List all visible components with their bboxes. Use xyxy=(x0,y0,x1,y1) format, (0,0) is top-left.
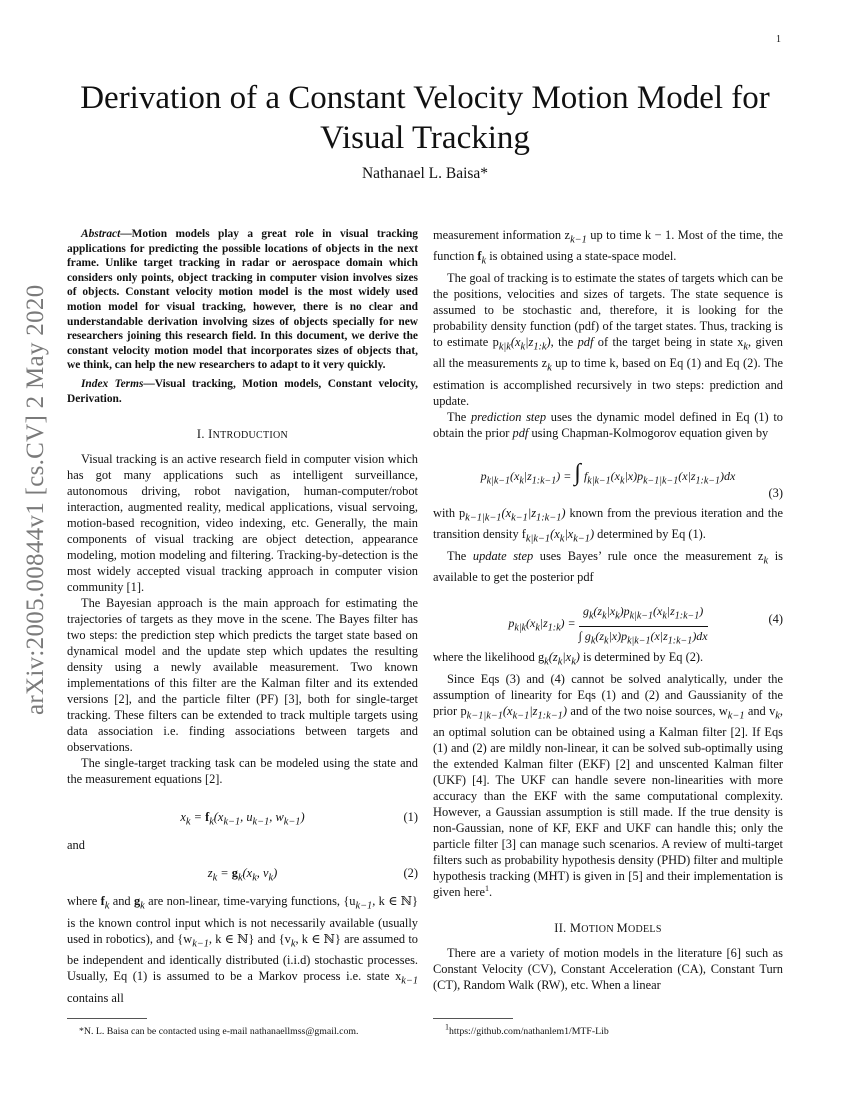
right-paragraph-2: The goal of tracking is to estimate the states of targets which can be the positions, velocities and sizes of targets. The state sequence is assumed to be stochastic and, therefore, it is looking for the probability density function (pdf) of the target states. Thus, tracking is to estimate $p_{k|k}(x_k|z_{1:k})$, the pdf of the target being in state $x_k$, given all the measurements $z_k$ up to time k, based on Eq (1) and Eq (2). The estimation is accomplished recursively in two steps: prediction and update. xyxy=(433,270,783,408)
right-paragraph-6: where the likelihood $g_k(z_k|x_k)$ is determined by Eq (2). xyxy=(433,650,704,668)
page-number: 1 xyxy=(776,34,781,45)
equation-1: $x_k = f_k(x_{k-1}$, $u_{k-1}$, $w_{k-1}$) (1) xyxy=(180,810,418,828)
intro-paragraph-3: The single-target tracking task can be modeled using the state and the measurement equations [2]. xyxy=(67,756,418,787)
footnote-rule-right xyxy=(433,1018,513,1019)
index-terms-lead: Index Terms xyxy=(81,377,144,390)
equation-4: $p_{k|k}(x_k|z_{1:k})$ = $\frac{g_k(z_k|x_k)p_{k|k-1}(x_k|z_{1:k-1})}{\int g_k(z_k|x)p_{k|k-1}(x|z_{1:k-1})dx}$ (4) xyxy=(508,604,783,647)
motion-models-paragraph: There are a variety of motion models in the literature [6] such as Constant Velocity (CV), Constant Acceleration (CA), Constant Turn (CT), Random Walk (RW), etc. When a linear xyxy=(433,946,783,993)
intro-paragraph-2: The Bayesian approach is the main approach for estimating the trajectories of targets as they move in the scene. The Bayes filter has two steps: the prediction step which predicts the target state based on dynamical model and the update step which updates the resulting density using a newly available measurement. Two known implementations of this filter are the Kalman filter and its extended versions [2], and the particle filter (PF) [3], both for single-target tracking. These filters can be extended to track multiple targets using data association i.e. finding associations between targets and observations. xyxy=(67,596,418,755)
equation-2: $z_k = g_k(x_k$, $v_k$) (2) xyxy=(207,866,418,884)
footnote-right: $^1$https://github.com/nathanlem1/MTF-Lib xyxy=(445,1022,609,1037)
arxiv-stamp: arXiv:2005.00844v1 [cs.CV] 2 May 2020 xyxy=(22,284,49,715)
section-heading-introduction: I. INTRODUCTION xyxy=(196,427,289,442)
section-heading-motion-models: II. MOTION MODELS xyxy=(554,921,662,936)
abstract xyxy=(67,227,418,373)
intro-paragraph-4: where $f_k$ and $g_k$ are non-linear, time-varying functions, {$u_{k-1}$, k ∈ ℕ} is the known control input which is not necessarily available (usually used in robotics), and {$w_{k-1}$, k ∈ ℕ} and {$v_k$, k ∈ ℕ} are assumed to be independent and identically distributed (i.i.d) stochastic processes. Usually, Eq (1) is assumed to be a Markov process i.e. state $x_{k-1}$ contains all xyxy=(67,894,418,1005)
footnote-url[interactable]: https://github.com/nathanlem1/MTF-Lib xyxy=(449,1026,609,1037)
right-column xyxy=(433,227,783,993)
and-word: and xyxy=(67,838,85,853)
abstract-lead: Abstract xyxy=(81,228,121,240)
abstract-text: —Motion models play a great role in visual tracking applications for predicting the possible locations of objects in the next frame. Unlike target tracking in radar or aerospace domain which considers only points, object tracking in computer vision involves sizes of objects. Constant velocity motion model is the most widely used motion model for visual tracking, however, there is no clear and understandable derivation involving sizes of objects specially for new researchers joining this research field. In this document, we derive the constant velocity motion model that incorporates sizes of objects that, we think, can help the new researchers to adapt to it very quickly. xyxy=(67,228,418,372)
right-paragraph-7: Since Eqs (3) and (4) cannot be solved analytically, under the assumption of linearity for Eqs (1) and (2) and Gaussianity of the prior $p_{k-1|k-1}(x_{k-1}|z_{1:k-1})$ and of the two noise sources, $w_{k-1}$ and $v_k$, an optimal solution can be obtained using a Kalman filter [2]. If Eqs (1) and (2) are mildly non-linear, it can be solved sub-optimally using the extended Kalman filter (EKF) [2] and unscented Kalman filter (UKF) [4]. The UKF can handle severe non-linearities with more accuracy than the EKF with the same computational complexity. However, a Gaussian assumption is still made. If the true density is non-Gaussian, none of KF, EKF and UKF can handle this; only the particle filter [3] can manage such scenarios. A review of multi-target filters such as probability hypothesis density (PHD) filter and multiple hypothesis tracking (MHT) is given in [5] and their implementation is given here$^1$. xyxy=(433,671,783,900)
left-column xyxy=(67,227,418,1006)
paper-title: Derivation of a Constant Velocity Motion Model for Visual Tracking xyxy=(80,80,770,156)
footnote-left: *N. L. Baisa can be contacted using e-mail nathanaellmss@gmail.com. xyxy=(79,1026,359,1037)
right-paragraph-1: measurement information $z_{k-1}$ up to time k − 1. Most of the time, the function $f_k$ is obtained using a state-space model. xyxy=(433,228,784,267)
intro-paragraph-1: Visual tracking is an active research field in computer vision which has got many applications such as intelligent surveillance, autonomous driving, robot navigation, human-computer/robot interaction, augmented reality, medical applications, visual servoing, motion-based recognition, video indexing, etc. Generally, the main components of visual tracking are object detection, appearance modeling, motion modeling and filtering. Tracking-by-detection is the most widely accepted visual tracking approach in computer vision community [1]. xyxy=(67,452,418,595)
footnote-rule-left xyxy=(67,1018,147,1019)
right-paragraph-3: The prediction step uses the dynamic model defined in Eq (1) to obtain the prior pdf using Chapman-Kolmogorov equation given by xyxy=(433,409,783,440)
equation-3: $p_{k|k-1}(x_k|z_{1:k-1})$ = ∫ $f_{k|k-1}(x_k|x)p_{k-1|k-1}(x|z_{1:k-1})dx$ (3) xyxy=(480,459,783,500)
author: Nathanael L. Baisa* xyxy=(361,165,489,182)
index-terms-text: —Visual tracking, Motion models, Constant velocity, Derivation. xyxy=(67,377,419,405)
index-terms xyxy=(67,377,418,406)
right-paragraph-5: The update step uses Bayes’ rule once the measurement $z_k$ is available to get the posterior pdf xyxy=(433,548,784,585)
right-paragraph-4: with $p_{k-1|k-1}(x_{k-1}|z_{1:k-1})$ known from the previous iteration and the transition density $f_{k|k-1}(x_k|x_{k-1})$ determined by Eq (1). xyxy=(433,505,784,545)
